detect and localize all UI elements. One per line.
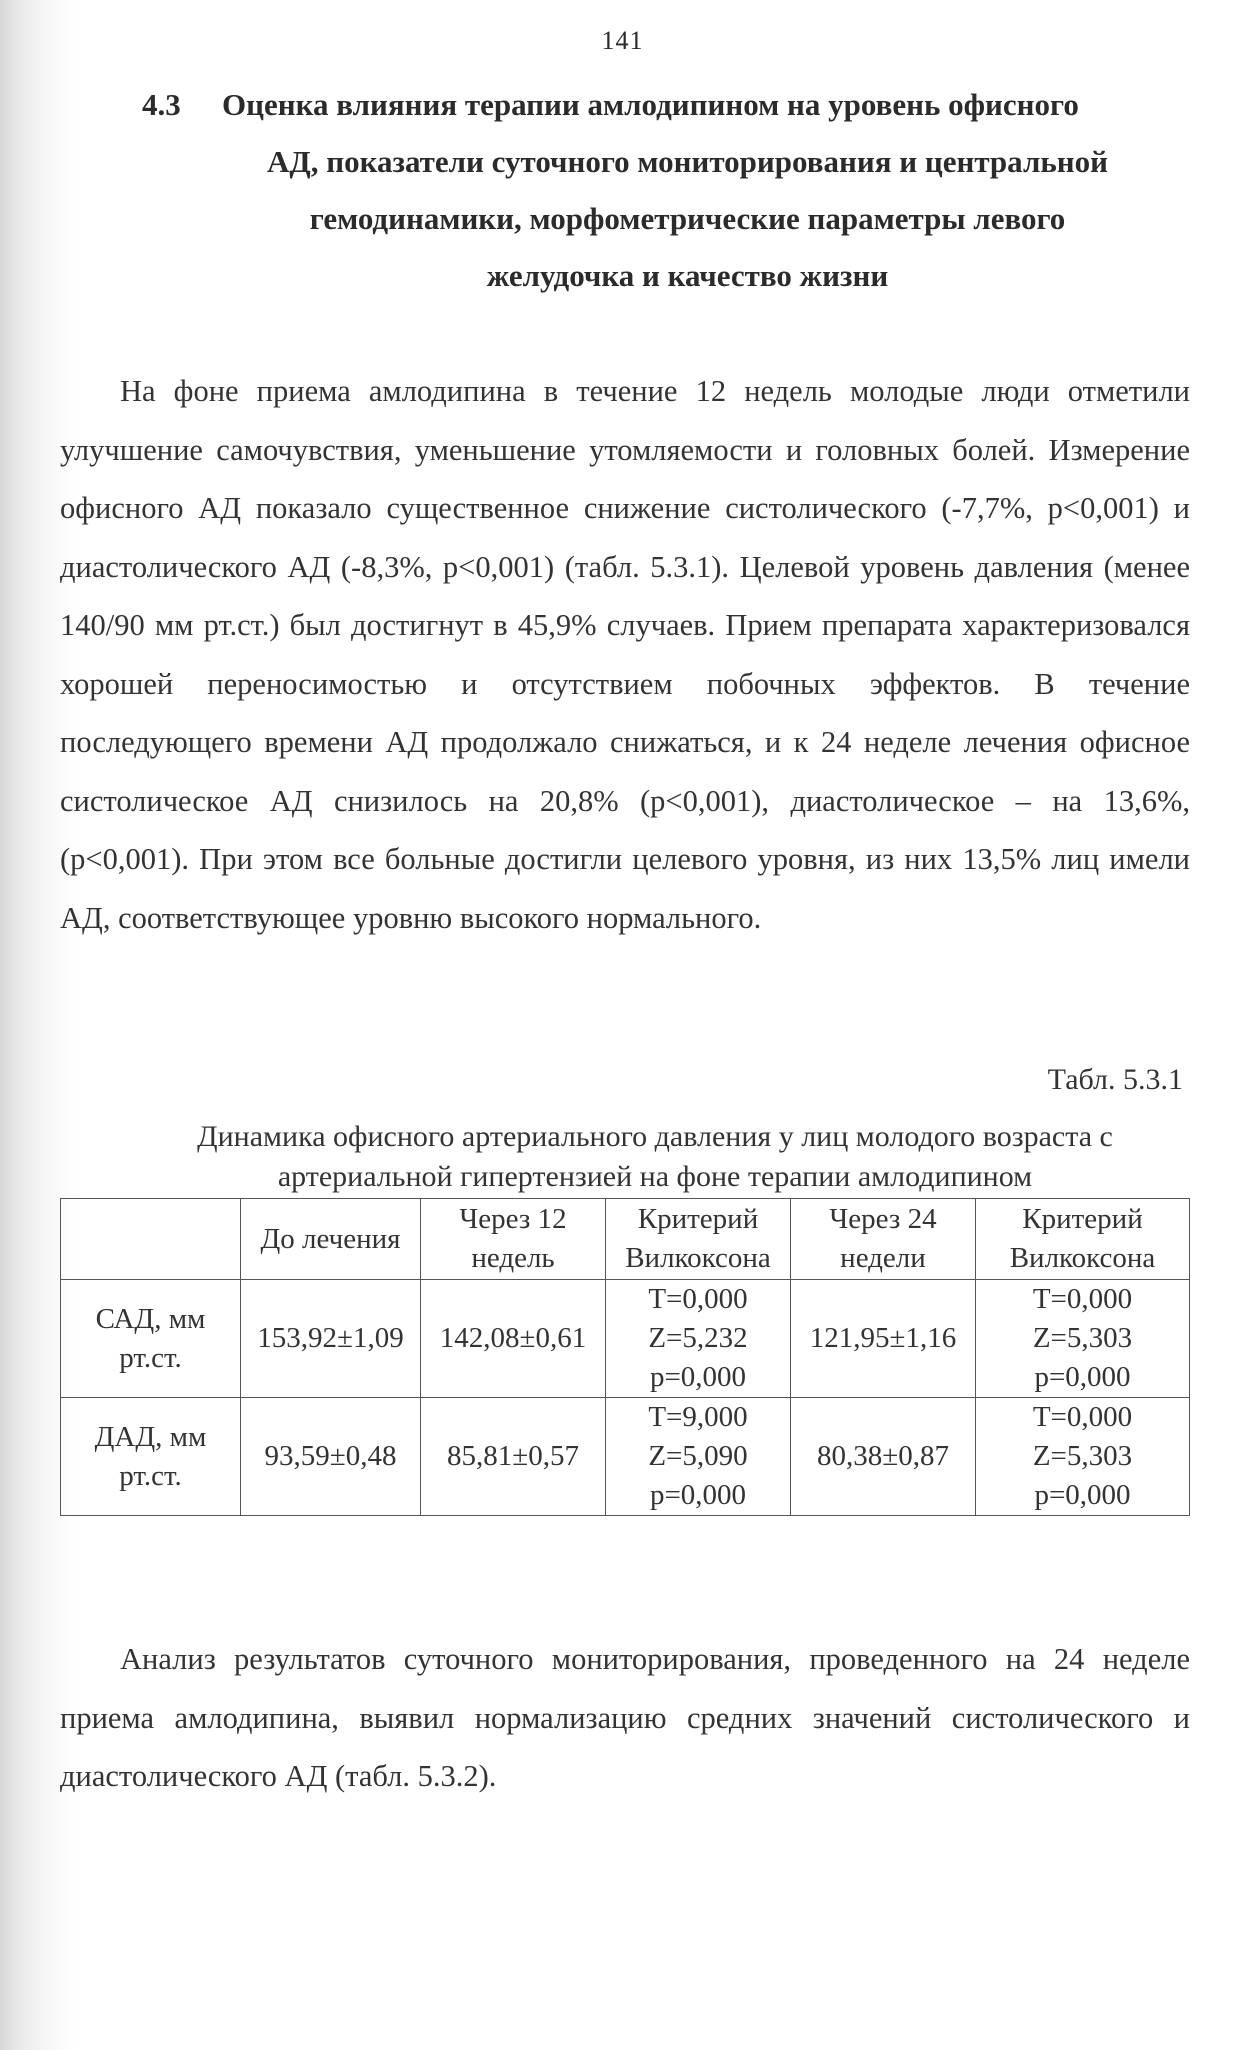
cell-sbp-w2-t: T=0,000 xyxy=(1032,1283,1133,1315)
cell-dbp-w2-t: T=0,000 xyxy=(1032,1401,1133,1433)
heading-text-1: Оценка влияния терапии амлодипином на уровень офисного xyxy=(222,87,1079,122)
cell-sbp-wilcoxon-1 xyxy=(606,1280,791,1398)
cell-sbp-w1-z: Z=5,232 xyxy=(648,1322,748,1354)
cell-sbp-before: 153,92±1,09 xyxy=(241,1280,421,1398)
header-before-text: До лечения xyxy=(260,1222,401,1255)
cell-dbp-w1-t: T=9,000 xyxy=(648,1401,748,1433)
cell-dbp-w1-z: Z=5,090 xyxy=(648,1440,748,1472)
section-heading xyxy=(100,76,1200,304)
header-after-24-line-2: недели xyxy=(840,1242,926,1274)
cell-sbp-w2-p: p=0,000 xyxy=(1034,1361,1131,1393)
header-after-12-line-2: недель xyxy=(471,1242,555,1274)
cell-sbp-after12: 142,08±0,61 xyxy=(421,1280,606,1398)
table-caption-line-1: Динамика офисного артериального давления у лиц молодого возраста с xyxy=(197,1120,1113,1153)
header-wilcoxon-2 xyxy=(976,1199,1190,1280)
row-label-sbp-line-2: рт.ст. xyxy=(119,1341,182,1374)
header-after-12-line-1: Через 12 xyxy=(459,1203,567,1235)
header-before-treatment xyxy=(241,1199,421,1280)
row-label-dbp-line-2: рт.ст. xyxy=(119,1459,182,1492)
header-wilcoxon-1 xyxy=(606,1199,791,1280)
row-label-dbp xyxy=(61,1398,241,1516)
cell-dbp-w2-z: Z=5,303 xyxy=(1032,1440,1133,1472)
heading-line-1 xyxy=(100,76,1200,133)
heading-line-4: желудочка и качество жизни xyxy=(486,258,889,293)
header-after-24-weeks xyxy=(791,1199,976,1280)
bp-dynamics-table xyxy=(60,1198,1190,1516)
cell-dbp-wilcoxon-1 xyxy=(606,1398,791,1516)
header-after-24-line-1: Через 24 xyxy=(829,1203,937,1235)
body-paragraph-2: Анализ результатов суточного мониторирования, проведенного на 24 неделе приема амлодипина, выявил нормализацию средних значений систолического и диастолического АД (табл. 5.3.2). xyxy=(60,1642,1190,1793)
heading-line-2: АД, показатели суточного мониторирования и центральной xyxy=(267,144,1108,179)
cell-dbp-after24: 80,38±0,87 xyxy=(791,1398,976,1516)
row-label-dbp-line-1: ДАД, мм xyxy=(94,1420,207,1453)
cell-dbp-wilcoxon-2 xyxy=(976,1398,1190,1516)
cell-sbp-wilcoxon-2 xyxy=(976,1280,1190,1398)
row-label-sbp-line-1: САД, мм xyxy=(95,1302,206,1335)
header-empty xyxy=(61,1199,241,1280)
cell-sbp-after24: 121,95±1,16 xyxy=(791,1280,976,1398)
row-label-sbp xyxy=(61,1280,241,1398)
heading-line-3: гемодинамики, морфометрические параметры левого xyxy=(309,201,1066,236)
header-wilcoxon-1-line-2: Вилкоксона xyxy=(625,1242,771,1274)
table-row xyxy=(61,1398,1190,1516)
header-after-12-weeks xyxy=(421,1199,606,1280)
cell-dbp-after12: 85,81±0,57 xyxy=(421,1398,606,1516)
table-row xyxy=(61,1280,1190,1398)
cell-sbp-w1-t: T=0,000 xyxy=(648,1283,748,1315)
header-wilcoxon-2-line-1: Критерий xyxy=(1022,1203,1143,1235)
table-header-row xyxy=(61,1199,1190,1280)
section-number: 4.3 xyxy=(142,87,181,122)
table-caption-line-2: артериальной гипертензией на фоне терапии амлодипином xyxy=(277,1160,1033,1193)
header-wilcoxon-1-line-1: Критерий xyxy=(637,1203,759,1235)
cell-dbp-before: 93,59±0,48 xyxy=(241,1398,421,1516)
cell-dbp-w1-p: p=0,000 xyxy=(649,1479,747,1511)
header-wilcoxon-2-line-2: Вилкоксона xyxy=(1009,1242,1156,1274)
cell-dbp-w2-p: p=0,000 xyxy=(1034,1479,1131,1511)
cell-sbp-w1-p: p=0,000 xyxy=(649,1361,747,1393)
body-paragraph-1: На фоне приема амлодипина в течение 12 недель молодые люди отметили улучшение самочувствия, уменьшение утомляемости и головных болей. Измерение офисного АД показало существенное снижение систолического (-7,7%, p<0,001) и диастолического АД (-8,3%, p<0,001) (табл. 5.3.1). Целевой уровень давления (менее 140/90 мм рт.ст.) был достигнут в 45,9% случаев. Прием препарата характеризовался хорошей переносимостью и отсутствием побочных эффектов. В течение последующего времени АД продолжало снижаться, и к 24 неделе лечения офисное систолическое АД снизилось на 20,8% (p<0,001), диастолическое – на 13,6%, (p<0,001). При этом все больные достигли целевого уровня, из них 13,5% лиц имели АД, соответствующее уровню высокого нормального. xyxy=(60,374,1190,935)
table-caption xyxy=(60,1117,1245,1197)
page-number: 141 xyxy=(601,26,644,55)
table-label: Табл. 5.3.1 xyxy=(1047,1063,1183,1096)
cell-sbp-w2-z: Z=5,303 xyxy=(1032,1322,1133,1354)
